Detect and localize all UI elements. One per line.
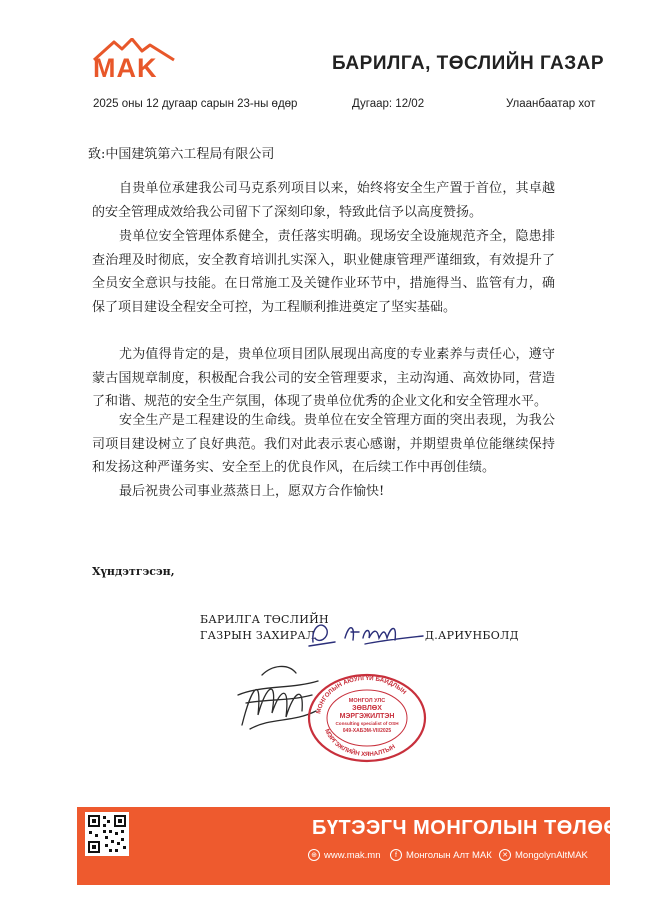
letter-number: Дугаар: 12/02 [352, 98, 425, 110]
letter-city: Улаанбаатар хот [506, 98, 596, 110]
logo-text: MAK [93, 53, 158, 83]
facebook-icon: f [390, 849, 402, 861]
paragraph: 自贵单位承建我公司马克系列项目以来，始终将安全生产置于首位，其卓越的安全管理成效给我公司留下了深刻印象，特致此信予以高度赞扬。 [92, 181, 555, 220]
stamp-line: 049-ХАБЭМ-VII/2025 [342, 728, 392, 734]
stamp-line: МЭРГЭЖИЛТЭН [339, 713, 395, 720]
facebook-label: Монголын Алт МАК [406, 849, 492, 861]
stamp-line: ЗӨВЛӨХ [352, 705, 382, 712]
website-label: www.mak.mn [324, 849, 381, 861]
stamp-outer-text: МОНГОЛЫН АЮУЛГҮЙ БАЙДЛЫН [315, 674, 408, 715]
closing-salutation: Хүндэтгэсэн, [92, 565, 175, 578]
x-icon: ✕ [499, 849, 511, 861]
paragraph: 贵单位安全管理体系健全，责任落实明确。现场安全设施规范齐全，隐患排查治理及时彻底，安全教育培训扎实深入，职业健康管理严谨细致，有效提升了全员安全意识与技能。在日常施工及关键作业环节中，措施得当、监管有力，确保了项目建设全程安全可控，为工程顺利推进奠定了坚实基础。 [92, 229, 555, 315]
signer-title-line1: БАРИЛГА ТӨСЛИЙН [200, 613, 329, 626]
paragraph: 最后祝贵公司事业蒸蒸日上，愿双方合作愉快! [119, 484, 385, 499]
x-label: MongolynAltMAK [515, 849, 588, 861]
paragraph: 尤为值得肯定的是，贵单位项目团队展现出高度的专业素养与责任心，遵守蒙古国规章制度，积极配合我公司的安全管理要求，主动沟通、高效协同，营造了和谐、规范的安全生产氛围，体现了贵单位优秀的企业文化和安全管理水平。 [92, 347, 555, 409]
website-link[interactable] [308, 849, 380, 861]
stamp-line: МОНГОЛ УЛС [348, 698, 386, 704]
signer-title-line2: ГАЗРЫН ЗАХИРАЛ [200, 629, 316, 642]
letter-date: 2025 оны 12 дугаар сарын 23-ны өдөр [93, 98, 298, 110]
recipient: 致:中国建筑第六工程局有限公司 [88, 147, 275, 162]
stamp-bottom-text: МЭРГЭЖЛИЙН ХЯНАЛТЫН [323, 728, 397, 759]
facebook-link[interactable] [390, 849, 492, 861]
official-stamp [306, 672, 428, 764]
globe-icon: ⊕ [308, 849, 320, 861]
footer-slogan: БҮТЭЭГЧ МОНГОЛЫН ТӨЛӨӨ [312, 817, 620, 839]
department-title: БАРИЛГА, ТӨСЛИЙН ГАЗАР [332, 53, 605, 74]
x-link[interactable] [499, 849, 588, 861]
signer-name: Д.АРИУНБОЛД [425, 629, 519, 642]
paragraph: 安全生产是工程建设的生命线。贵单位在安全管理方面的突出表现，为我公司项目建设树立了良好典范。我们对此表示衷心感谢，并期望贵单位能继续保持和发扬这种严谨务实、安全至上的优良作风，在后续工作中再创佳绩。 [92, 413, 555, 475]
qr-code-icon [85, 812, 129, 856]
stamp-line: Consulting specialist of OSH [335, 721, 399, 726]
handwritten-signature [305, 612, 425, 652]
